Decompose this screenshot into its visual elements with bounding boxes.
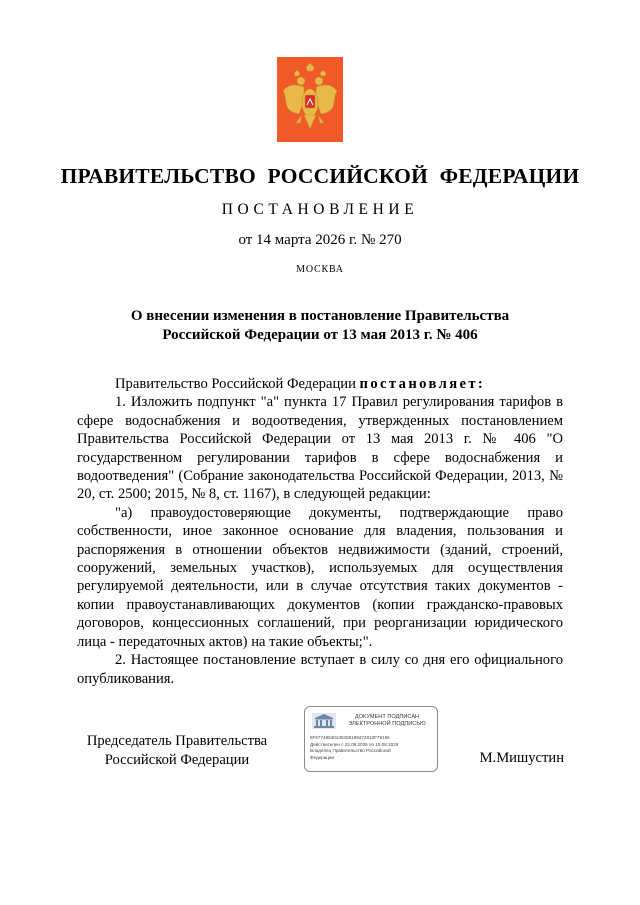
government-building-icon: [312, 713, 336, 729]
item-2-paragraph: 2. Настоящее постановление вступает в силу со дня его официального опубликования.: [77, 652, 563, 687]
government-title: ПРАВИТЕЛЬСТВО РОССИЙСКОЙ ФЕДЕРАЦИИ: [60, 164, 580, 188]
document-type: ПОСТАНОВЛЕНИЕ: [221, 201, 419, 218]
stamp-details: [310, 735, 436, 761]
validity-period: Действителен с 22.05.2025 по 15.08.2026: [310, 741, 399, 747]
certificate-number: 6F67748540130408198472810F79155: [310, 735, 390, 740]
stamp-heading-line-2: ЭЛЕКТРОННОЙ ПОДПИСЬЮ: [348, 721, 426, 727]
document-subject: [60, 307, 580, 345]
stamp-heading: [339, 714, 435, 728]
intro-decree-word: постановляет:: [359, 376, 486, 392]
subject-line-1: О внесении изменения в постановление Правительства: [130, 308, 510, 324]
signatory-name: М.Мишустин: [479, 750, 564, 766]
item-1-paragraph: 1. Изложить подпункт "а" пункта 17 Правил регулирования тарифов в сфере водоснабжения и водоотведения, утвержденных постановлением Правительства Российской Федерации от 13 мая 2013 г. № 406 "О государственном регулировании тарифов в сфере водоснабжения и водоотведения" (Собрание законодательства Российской Федерации, 2013, № 20, ст. 2500; 2015, № 8, ст. 1167), в следующей редакции:: [77, 394, 563, 503]
owner-line-2: Федерации: [310, 754, 335, 760]
owner-line-1: Владелец Правительство Российской: [310, 748, 391, 754]
emblem: [277, 57, 343, 142]
electronic-signature-stamp: [304, 706, 438, 772]
subject-line-2: Российской Федерации от 13 мая 2013 г. № 406: [162, 327, 478, 343]
signatory-title-line-1: Председатель Правительства: [86, 733, 268, 749]
stamp-heading-line-1: ДОКУМЕНТ ПОДПИСАН: [354, 714, 420, 720]
signatory-title: [77, 732, 277, 769]
intro-prefix: Правительство Российской Федерации: [115, 376, 360, 392]
quoted-amendment-paragraph: "а) правоудостоверяющие документы, подтверждающие право собственности, иное законное основание для владения, пользования и распоряжения в отношении объектов недвижимости (зданий, строений, сооружений, земельных участков), используемых для осуществления регулируемой деятельности, или в случае отсутствия таких документов - копии правоустанавливающих документов (копии гражданско-правовых договоров, концессионных соглашений, при реорганизации юридического лица - передаточных актов) на такие объекты;".: [77, 504, 563, 650]
russian-coat-of-arms-icon: [277, 57, 343, 142]
intro-paragraph: [77, 375, 563, 393]
document-body: [77, 375, 563, 688]
document-city: МОСКВА: [296, 264, 344, 275]
document-date-number: от 14 марта 2026 г. № 270: [238, 232, 402, 248]
signatory-title-line-2: Российской Федерации: [104, 751, 250, 768]
